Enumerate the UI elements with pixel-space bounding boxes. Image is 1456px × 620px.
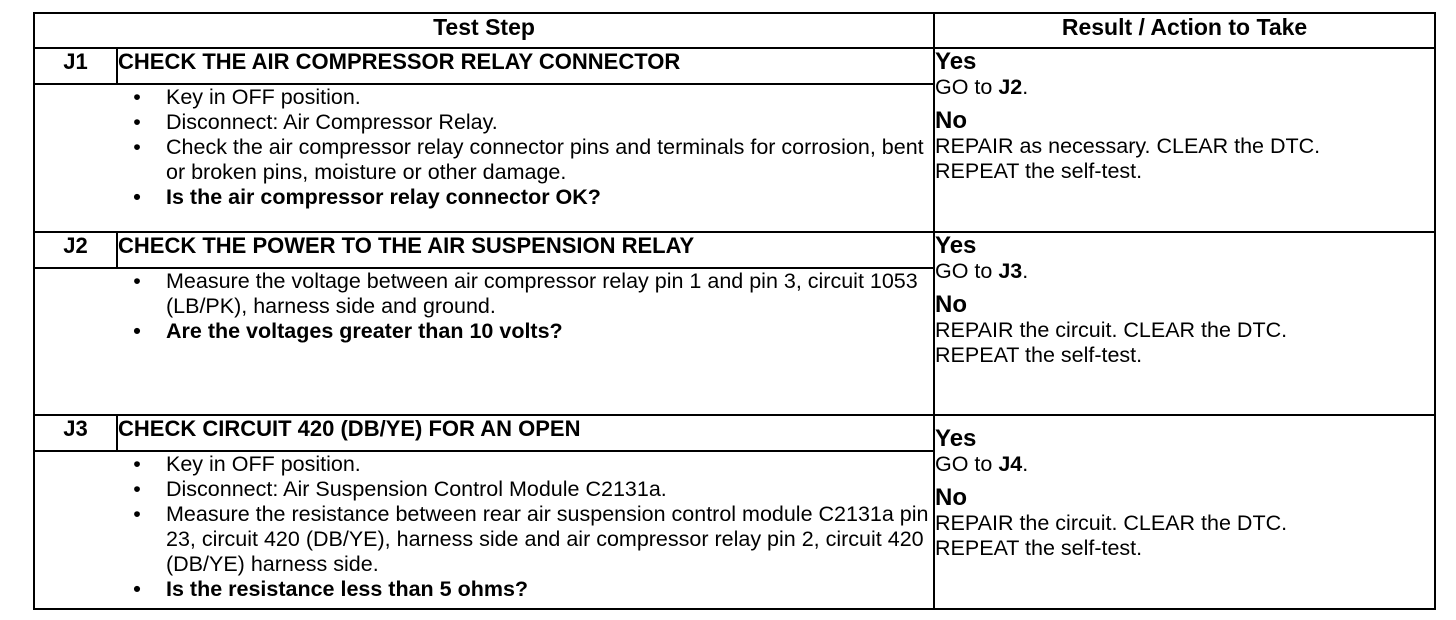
goto-target: J4 — [998, 452, 1023, 476]
no-action-line: REPEAT the self-test. — [935, 343, 1143, 367]
no-action-line: REPEAT the self-test. — [935, 159, 1143, 183]
bullet-glyph: • — [133, 135, 141, 159]
yes-action: GO to J3. — [935, 259, 1029, 283]
step-title-row-j1 — [34, 48, 1435, 84]
no-action-line: REPAIR the circuit. CLEAR the DTC. — [935, 318, 1288, 342]
bullet-glyph: • — [133, 577, 141, 601]
bullet-glyph: • — [133, 319, 141, 343]
step-body-spacer — [34, 268, 117, 415]
step-bullet: • Disconnect: Air Compressor Relay. — [117, 110, 933, 135]
step-bullet: • Key in OFF position. — [117, 452, 933, 477]
step-id-j2: J2 — [34, 232, 117, 268]
no-action-line: REPAIR as necessary. CLEAR the DTC. — [935, 134, 1321, 158]
step-title-j1: CHECK THE AIR COMPRESSOR RELAY CONNECTOR — [117, 48, 934, 84]
yes-label: Yes — [935, 232, 977, 259]
step-result-j1 — [934, 48, 1435, 232]
step-bullet: • Measure the resistance between rear air suspension control module C2131a pin 23, circuit 420 (DB/YE), harness side and air compressor relay pin 2, circuit 420 (DB/YE) harness side. — [117, 502, 933, 577]
bullet-glyph: • — [133, 185, 141, 209]
step-title-row-j2 — [34, 232, 1435, 268]
no-label: No — [935, 484, 968, 511]
step-question: • Is the resistance less than 5 ohms? — [117, 577, 933, 602]
header-test-step: Test Step — [34, 13, 934, 48]
step-body-j1 — [117, 84, 934, 232]
bullet-glyph: • — [133, 110, 141, 134]
yes-action: GO to J2. — [935, 75, 1029, 99]
goto-target: J3 — [998, 259, 1023, 283]
step-title-j2: CHECK THE POWER TO THE AIR SUSPENSION RELAY — [117, 232, 934, 268]
yes-label: Yes — [935, 48, 977, 75]
yes-label: Yes — [935, 425, 977, 452]
bullet-glyph: • — [133, 477, 141, 501]
step-bullet: • Key in OFF position. — [117, 85, 933, 110]
no-action-line: REPEAT the self-test. — [935, 536, 1143, 560]
step-result-j2 — [934, 232, 1435, 415]
diagnostic-table — [33, 12, 1436, 610]
step-result-j3 — [934, 415, 1435, 609]
bullet-glyph: • — [133, 502, 141, 526]
step-body-j3 — [117, 451, 934, 609]
goto-target: J2 — [998, 75, 1023, 99]
step-bullet: • Check the air compressor relay connector pins and terminals for corrosion, bent or broken pins, moisture or other damage. — [117, 135, 933, 185]
bullet-glyph: • — [133, 85, 141, 109]
step-body-spacer — [34, 84, 117, 232]
header-row — [34, 13, 1435, 48]
header-result: Result / Action to Take — [934, 13, 1435, 48]
yes-action: GO to J4. — [935, 452, 1029, 476]
no-label: No — [935, 291, 968, 318]
no-action-line: REPAIR the circuit. CLEAR the DTC. — [935, 511, 1288, 535]
step-bullet: • Measure the voltage between air compressor relay pin 1 and pin 3, circuit 1053 (LB/PK), harness side and ground. — [117, 269, 933, 319]
bullet-glyph: • — [133, 452, 141, 476]
step-id-j1: J1 — [34, 48, 117, 84]
step-body-j2 — [117, 268, 934, 415]
no-label: No — [935, 107, 968, 134]
bullet-glyph: • — [133, 269, 141, 293]
step-title-row-j3 — [34, 415, 1435, 451]
step-question: • Are the voltages greater than 10 volts? — [117, 319, 933, 344]
step-title-j3: CHECK CIRCUIT 420 (DB/YE) FOR AN OPEN — [117, 415, 934, 451]
step-question: • Is the air compressor relay connector OK? — [117, 185, 933, 210]
step-id-j3: J3 — [34, 415, 117, 451]
step-bullet: • Disconnect: Air Suspension Control Module C2131a. — [117, 477, 933, 502]
step-body-spacer — [34, 451, 117, 609]
